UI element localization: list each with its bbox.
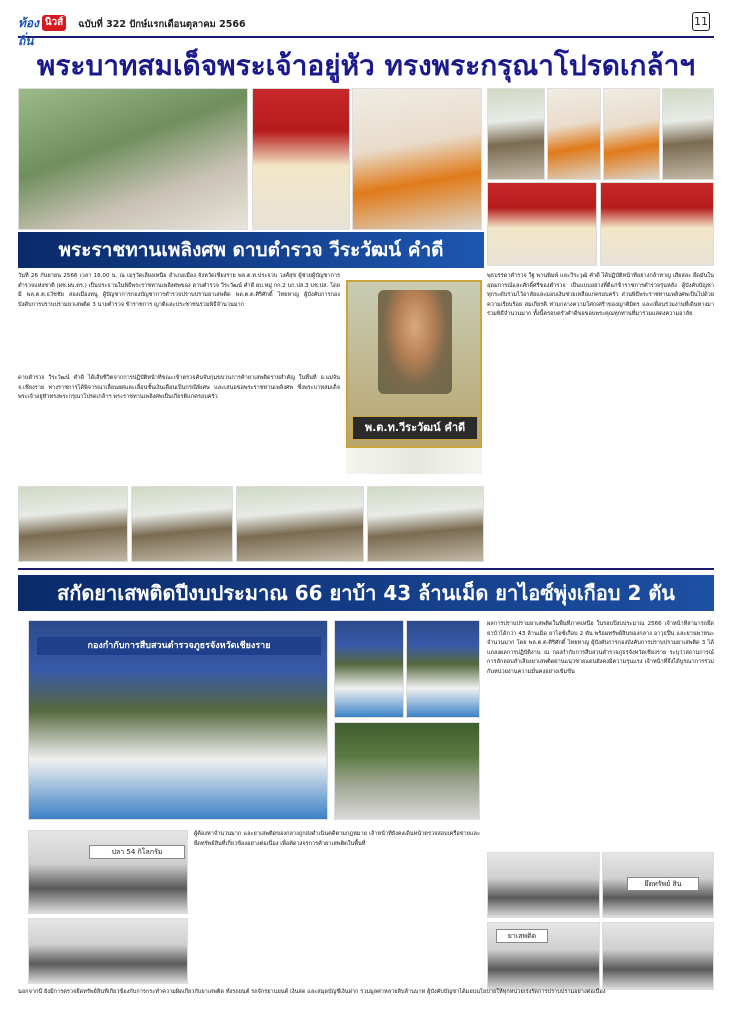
story1-paragraph-1: วันที่ 26 กันยายน 2566 เวลา 16.00 น. ณ เมรุวัดเลียงเหนือ อำเภอเมือง จังหวัดเชียงราย พล.ต.ท.ประจวบ วงศ์สุข ผู้ช่วยผู้บัญชาการตำรวจแห่งชาติ (ผช.ผบ.ตร.) เป็นประธานในพิธีพระราชทานเพลิงศพของ ดาบตำรวจ วีระวัฒน์ คำดี ผบ.หมู่ กก.2 บก.ปส.3 บช.ปส. โดยมี พล.ต.ต.ธวัชชัย สองเมืองหนู ผู้บัญชาการกองบัญชาการตำรวจปราบปรามยาเสพติด พล.ต.ต.ศิริศักดิ์ ไทยหาญ ผู้บังคับการกองบังคับการปราบปรามยาเสพติด 3 นายตำรวจ ข้าราชการ ญาติและประชาชนร่วมพิธีจำนวนมาก — [18, 273, 340, 308]
photo-seized-items-3 — [487, 922, 600, 990]
evidence-sign: ปลา 54 กิโลกรัม — [89, 845, 185, 859]
section-divider — [18, 568, 714, 570]
photo-seized-items-4 — [602, 922, 714, 990]
issue-info: ฉบับที่ 322 ปักษ์แรกเดือนตุลาคม 2566 — [78, 19, 246, 30]
photo-honor-guard — [18, 486, 128, 562]
story2-paragraph-right: ผลการปราบปรามยาเสพติดในพื้นที่ภาคเหนือ ในรอบปีงบประมาณ 2566 เจ้าหน้าที่สามารถยึดยาบ้าได้กว่า 43 ล้านเม็ด ยาไอซ์เกือบ 2 ตัน พร้อมทรัพย์สินของกลาง อาวุธปืน และยานพาหนะจำนวนมาก โดย พล.ต.ต.ศิริศักดิ์ ไทยหาญ ผู้บังคับการกองบังคับการปราบปรามยาเสพติด 3 ได้แถลงผลการปฏิบัติงาน ณ กองกำกับการสืบสวนตำรวจภูธรจังหวัดเชียงราย ระบุว่าสถานการณ์การลักลอบลำเลียงยาเสพติดผ่านแนวชายแดนยังคงมีความรุนแรง เจ้าหน้าที่จึงได้บูรณาการร่วมกับหน่วยงานความมั่นคงอย่างเข้มข้น — [487, 621, 714, 675]
page-header — [18, 14, 714, 48]
story1-headline: พระบาทสมเด็จพระเจ้าอยู่หัว ทรงพระกรุณาโปรดเกล้าฯ — [36, 49, 696, 82]
page-number: 11 — [692, 12, 710, 31]
story1-paragraph-2: ดาบตำรวจ วีระวัฒน์ คำดี ได้เสียชีวิตจากการปฏิบัติหน้าที่ขณะเข้าตรวจค้นจับกุมขบวนการค้ายาเสพติดรายสำคัญ ในพื้นที่ อ.แม่จัน จ.เชียงราย ทางราชการได้พิจารณาเลื่อนยศและเลื่อนชั้นเงินเดือนเป็นกรณีพิเศษ และเสนอขอพระราชทานเพลิงศพ ซึ่งพระบาทสมเด็จพระเจ้าอยู่หัวทรงพระกรุณาโปรดเกล้าฯ พระราชทานเพลิงศพเป็นเกียรติแก่ครอบครัว — [18, 375, 340, 401]
portrait-frame — [346, 280, 482, 448]
photo-altar-1 — [487, 182, 597, 266]
photo-procession-1 — [131, 486, 233, 562]
newspaper-logo — [18, 14, 68, 48]
photo-press-conference — [28, 620, 328, 820]
photo-seized-items-2 — [602, 852, 714, 918]
conference-sign: กองกำกับการสืบสวนตำรวจภูธรจังหวัดเชียงราย — [37, 637, 321, 655]
story2-paragraph-bottom-left: ผู้ต้องหาจำนวนมาก และยาเสพติดของกลางถูกส่งดำเนินคดีตามกฎหมาย เจ้าหน้าที่ยังคงเดินหน้าตรวจสอบเครือข่ายและยึดทรัพย์สินที่เกี่ยวข้องอย่างต่อเนื่อง เพื่อตัดวงจรการค้ายาเสพติดในพื้นที่ — [194, 831, 480, 847]
logo-left-text: ท้องถิ่น — [18, 16, 39, 48]
photo-evidence-cash — [28, 918, 188, 984]
photo-officers-1 — [487, 88, 545, 180]
story1-subhead-banner — [18, 232, 484, 268]
portrait-photo — [378, 290, 452, 394]
portrait-caption: พ.ต.ท.วีระวัฒน์ คำดี — [352, 416, 478, 440]
photo-altar-2 — [600, 182, 714, 266]
story1-subhead: พระราชทานเพลิงศพ ดาบตำรวจ วีระวัฒน์ คำดี — [58, 239, 444, 261]
photo-crematorium — [18, 88, 248, 230]
photo-procession-2 — [236, 486, 364, 562]
story2-paragraph-bottom: นอกจากนี้ ยังมีการตรวจยึดทรัพย์สินที่เกี่ยวข้องกับการกระทำความผิดเกี่ยวกับยาเสพติด ทั้งรถยนต์ รถจักรยานยนต์ เงินสด และสมุดบัญชีเงินฝาก รวมมูลค่าหลายสิบล้านบาท ผู้บังคับบัญชาได้มอบนโยบายให้ทุกหน่วยเร่งรัดการปราบปรามอย่างต่อเนื่อง — [18, 989, 606, 995]
seized-sign: ยึดทรัพย์ สิน — [627, 877, 699, 891]
photo-seized-2 — [406, 620, 480, 718]
story2-headline-banner — [18, 575, 714, 611]
photo-officers-2 — [662, 88, 714, 180]
photo-officers-3 — [334, 722, 480, 820]
story2-headline: สกัดยาเสพติดปีงบประมาณ 66 ยาบ้า 43 ล้านเม็ด ยาไอซ์พุ่งเกือบ 2 ตัน — [57, 581, 675, 605]
logo-right-text: นิวส์ — [42, 15, 66, 31]
photo-monk-2 — [603, 88, 660, 180]
photo-seized-1 — [334, 620, 404, 718]
photo-ceremony-2 — [352, 88, 482, 230]
drug-sign: ยาเสพติด — [496, 929, 548, 943]
photo-evidence-table — [28, 830, 188, 914]
photo-ceremony-1 — [252, 88, 350, 230]
flower-decoration — [346, 448, 482, 474]
photo-ceremony-field — [367, 486, 484, 562]
photo-monk-1 — [547, 88, 601, 180]
story1-paragraph-right: พุธบรรดาตำรวจ วีฐ พานพิมพ์ และวีระวุฒิ คำดี ได้ปฏิบัติหน้าที่อย่างกล้าหาญ เสียสละ ยึดมั่นในอุดมการณ์และศักดิ์ศรีของตำรวจ เป็นแบบอย่างที่ดีแก่ข้าราชการตำรวจรุ่นหลัง ผู้บังคับบัญชาทุกระดับร่วมไว้อาลัยและมอบเงินช่วยเหลือแก่ครอบครัว ส่วนพิธีพระราชทานเพลิงศพเป็นไปด้วยความเรียบร้อย สมเกียรติ ท่ามกลางความโศกเศร้าของญาติมิตร และเพื่อนร่วมงานที่เดินทางมาร่วมพิธีจำนวนมาก ทั้งนี้ครอบครัวคำดีขอขอบพระคุณทุกท่านที่มาร่วมแสดงความอาลัย — [487, 273, 714, 318]
photo-seized-items-1 — [487, 852, 600, 918]
